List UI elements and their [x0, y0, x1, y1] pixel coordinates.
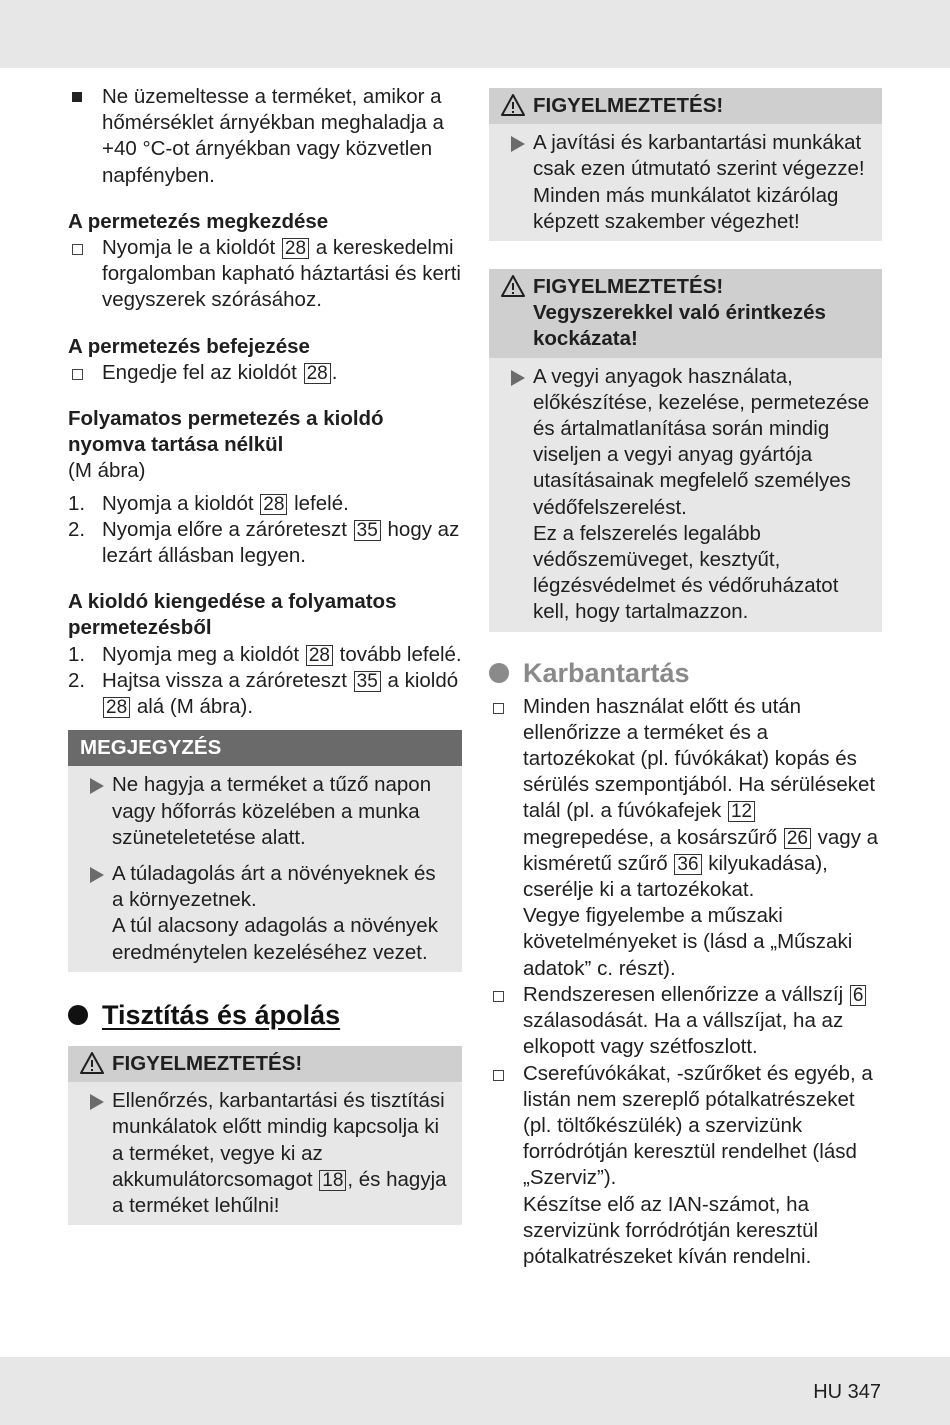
triangle-bullet-icon: [90, 867, 104, 883]
warning-box: [68, 1046, 462, 1225]
warning-title: FIGYELMEZTETÉS!: [68, 1046, 462, 1082]
note-item: A túladagolás árt a növényeknek és a környezetnek. A túl alacsony adagolás a növények eredménytelen kezeléséhez vezet.: [78, 861, 452, 966]
section-title: Tisztítás és ápolás: [68, 998, 462, 1032]
note-box: [68, 730, 462, 972]
part-reference: 6: [850, 985, 867, 1006]
checkbox-bullet-icon: [72, 369, 83, 380]
triangle-bullet-icon: [511, 136, 525, 152]
part-reference: 28: [103, 697, 130, 718]
numbered-step: 1. Nyomja a kioldót 28 lefelé.: [68, 491, 349, 515]
part-reference: 26: [784, 828, 811, 849]
part-reference: 35: [354, 671, 381, 692]
part-reference: 12: [728, 801, 755, 822]
bullet-dot-icon: [68, 1005, 88, 1025]
list-item: Rendszeresen ellenőrizze a vállszíj 6 szálasodását. Ha a vállszíjat, ha az elkopott vagy szétfoszlott.: [489, 982, 882, 1061]
list-item: Minden használat előtt és után ellenőrizze a terméket és a tartozékokat (pl. fúvókákat) kopás és sérülés szempontjából. Ha sérüléseket talál (pl. a fúvókafejek 12 megrepedése, a kosárszűrő 26 vagy a kisméretű szűrő 36 kilyukadása), cserélje ki a tartozékokat. Vegye figyelembe a műszaki követelményeket is (lásd a „Műszaki adatok” c. részt).: [489, 694, 882, 982]
warning-item: A vegyi anyagok használata, előkészítése, kezelése, permetezése és ártalmatlanítása során mindig viseljen a vegyi anyag gyártója utasításainak megfelelő személyes védőfelszerelést. Ez a felszerelés legalább védőszemüveget, kesztyűt, légzésvédelmet és védőruházatot kell, hogy tartalmazzon.: [499, 364, 872, 626]
warning-title: FIGYELMEZTETÉS! Vegyszerekkel való érintkezés kockázata!: [489, 269, 882, 358]
part-reference: 36: [674, 854, 701, 875]
header-band: [0, 0, 950, 68]
part-reference: 28: [282, 238, 309, 259]
page-number: HU 347: [813, 1381, 881, 1403]
list-item: Ne üzemeltesse a terméket, amikor a hőmérséklet árnyékban meghaladja a +40 °C-ot árnyékban vagy közvetlen napfényben.: [68, 84, 462, 189]
list-item: Nyomja le a kioldót 28 a kereskedelmi forgalomban kapható háztartási és kerti vegyszerek szórásához.: [68, 235, 462, 314]
note-title: MEGJEGYZÉS: [68, 730, 462, 766]
warning-box: [489, 269, 882, 632]
checkbox-bullet-icon: [493, 991, 504, 1002]
section-title: Karbantartás: [489, 656, 882, 690]
section-heading: A kioldó kiengedése a folyamatos permetezésből: [68, 590, 397, 640]
triangle-bullet-icon: [511, 370, 525, 386]
left-column: [68, 84, 462, 1225]
numbered-step: 2. Hajtsa vissza a záróreteszt 35 a kioldó 28 alá (M ábra).: [68, 668, 459, 719]
warning-item: Ellenőrzés, karbantartási és tisztítási munkálatok előtt mindig kapcsolja ki a terméket, vegye ki az akkumulátorcsomagot 18 , és hagyja a terméket lehűlni!: [78, 1088, 452, 1219]
checkbox-bullet-icon: [493, 703, 504, 714]
section-heading: Folyamatos permetezés a kioldó nyomva tartása nélkül: [68, 407, 384, 457]
footer-band: [0, 1357, 950, 1425]
part-reference: 28: [306, 645, 333, 666]
warning-title: FIGYELMEZTETÉS!: [489, 88, 882, 124]
checkbox-bullet-icon: [493, 1070, 504, 1081]
warning-triangle-icon: [80, 1051, 104, 1075]
note-item: Ne hagyja a terméket a tűző napon vagy hőforrás közelében a munka szüneteletetése alatt.: [78, 772, 452, 851]
bullet-dot-icon: [489, 663, 509, 683]
triangle-bullet-icon: [90, 1094, 104, 1110]
warning-item: A javítási és karbantartási munkákat csak ezen útmutató szerint végezze! Minden más munkálatot kizárólag képzett szakember végezhet!: [499, 130, 872, 235]
part-reference: 35: [354, 520, 381, 541]
section-heading: A permetezés befejezése: [68, 334, 310, 358]
warning-triangle-icon: [501, 93, 525, 117]
list-item: Engedje fel az kioldót 28 .: [68, 360, 462, 386]
part-reference: 28: [304, 363, 331, 384]
part-reference: 28: [260, 494, 287, 515]
list-item: Cserefúvókákat, -szűrőket és egyéb, a listán nem szereplő pótalkatrészeket (pl. töltőkészülék) a szervizünk forródrótján keresztül rendelhet (lásd „Szerviz”). Készítse elő az IAN-számot, ha szervizünk forródrótján keresztül pótalkatrészeket kíván rendelni.: [489, 1061, 882, 1271]
checkbox-bullet-icon: [72, 244, 83, 255]
numbered-step: 2. Nyomja előre a záróreteszt 35 hogy az lezárt állásban legyen.: [68, 517, 460, 568]
square-bullet-icon: [72, 92, 82, 102]
section-heading: A permetezés megkezdése: [68, 209, 329, 233]
part-reference: 18: [319, 1170, 346, 1191]
right-column: [489, 88, 882, 1270]
figure-reference: (M ábra): [68, 459, 146, 483]
numbered-step: 1. Nyomja meg a kioldót 28 tovább lefelé.: [68, 642, 462, 666]
warning-box: [489, 88, 882, 241]
warning-triangle-icon: [501, 274, 525, 298]
triangle-bullet-icon: [90, 778, 104, 794]
